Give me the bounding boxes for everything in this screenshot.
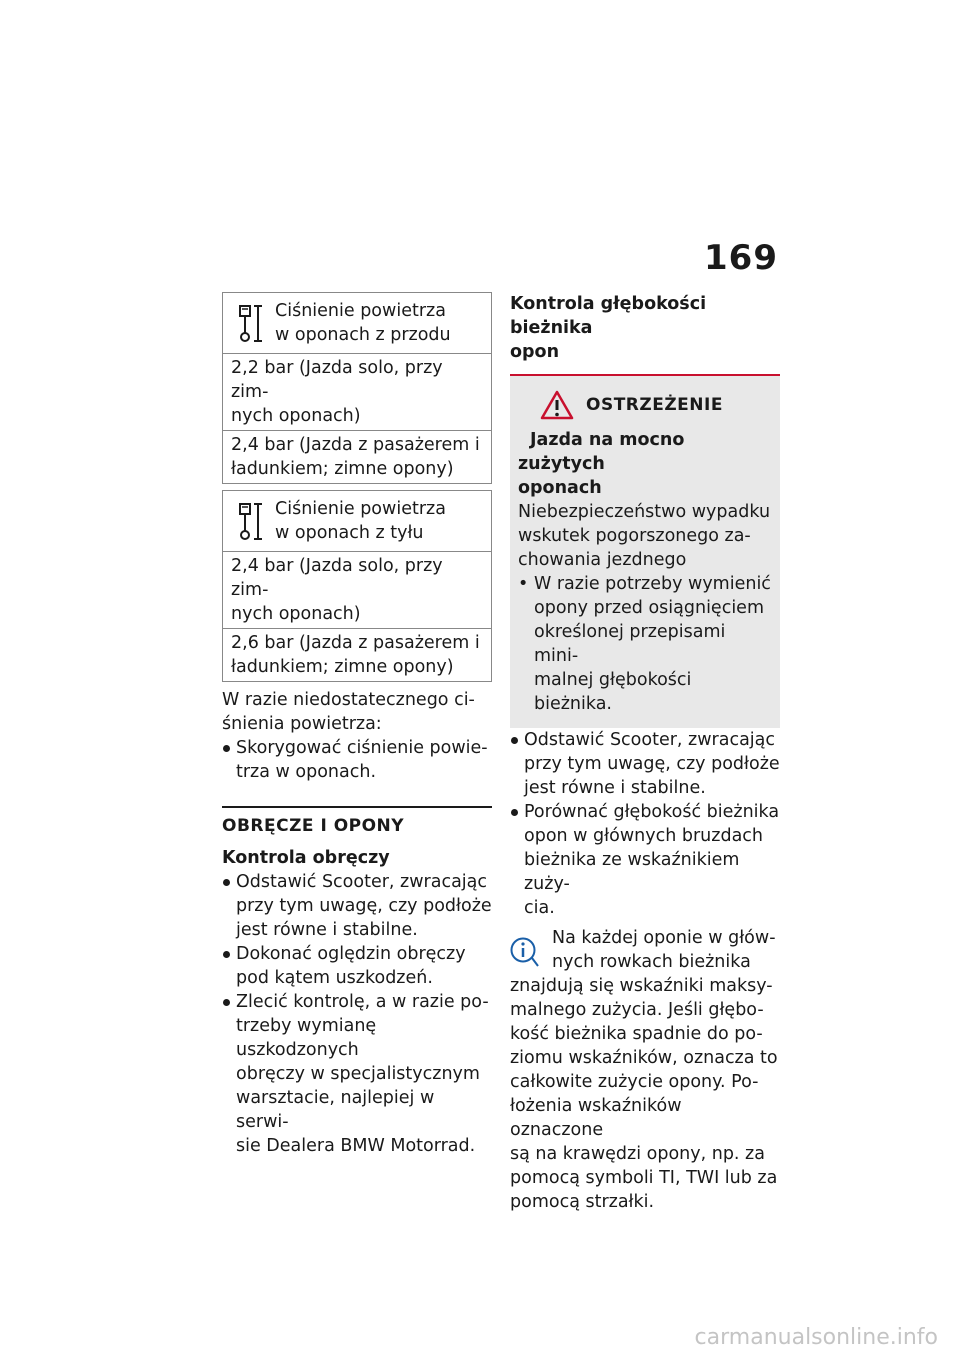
rim-bullet-3-line-2: trzeby wymianę uszkodzonych (236, 1016, 377, 1060)
rear-solo-line-1: 2,4 bar (Jazda solo, przy zim- (231, 556, 443, 600)
rear-pressure-passenger-row (223, 629, 491, 681)
rim-bullet-2-line-2: pod kątem uszkodzeń. (236, 968, 433, 988)
rim-bullet-1-line-3: jest równe i stabilne. (236, 920, 418, 940)
rim-bullet-2-line-1: Dokonać oględzin obręczy (236, 944, 466, 964)
tread-check-list (510, 728, 780, 920)
tread-bullet-2-line-3: bieżnika ze wskaźnikiem zuży- (524, 850, 740, 894)
rear-pressure-header (223, 491, 491, 552)
tire-pressure-icon (237, 501, 263, 541)
warning-bullet-line-3: określonej przepisami mini- (534, 622, 726, 666)
tread-bullet-2-line-1: Porównać głębokość bieżnika (524, 802, 780, 822)
front-passenger-line-2: ładunkiem; zimne opony) (231, 459, 454, 479)
rim-bullet-3-line-1: Zlecić kontrolę, a w razie po- (236, 992, 489, 1012)
right-column (510, 292, 780, 1214)
warning-title: OSTRZEŻENIE (586, 395, 723, 415)
front-pressure-passenger-row (223, 431, 491, 483)
warning-box (510, 376, 780, 728)
info-line: ziomu wskaźników, oznacza to (510, 1048, 778, 1068)
rim-bullet-1-line-2: przy tym uwagę, czy podłoże (236, 896, 492, 916)
warning-bullet-list (518, 572, 772, 716)
tread-bullet-1-line-2: przy tym uwagę, czy podłoże (524, 754, 780, 774)
info-line: znajdują się wskaźniki maksy- (510, 976, 773, 996)
rear-pressure-solo-row (223, 552, 491, 629)
rear-solo-line-2: nych oponach) (231, 604, 361, 624)
list-item (222, 990, 492, 1158)
rear-tire-pressure-table (222, 490, 492, 682)
rim-check-heading: Kontrola obręczy (222, 848, 390, 868)
footer-watermark: carmanualsonline.info (694, 1325, 938, 1350)
warning-bullet-line-4: malnej głębokości bieżnika. (534, 670, 692, 714)
page-number: 169 (704, 238, 778, 278)
warning-sub-line-2: oponach (518, 478, 602, 498)
tire-pressure-icon (237, 303, 263, 343)
tread-bullet-1-line-3: jest równe i stabilne. (524, 778, 706, 798)
tread-depth-heading (510, 292, 780, 364)
info-line: nych rowkach bieżnika (552, 952, 751, 972)
rim-bullet-3-line-4: warsztacie, najlepiej w serwi- (236, 1088, 435, 1132)
insufficient-pressure-text (222, 688, 492, 736)
info-line: pomocą strzałki. (510, 1192, 655, 1212)
section-divider (222, 806, 492, 838)
info-line: łożenia wskaźników oznaczone (510, 1096, 682, 1140)
insufficient-line-2: śnienia powietrza: (222, 714, 382, 734)
rear-passenger-line-1: 2,6 bar (Jazda z pasażerem i (231, 633, 480, 653)
tread-heading-line-2: opon (510, 342, 560, 362)
tread-bullet-1-line-1: Odstawić Scooter, zwracając (524, 730, 776, 750)
rear-pressure-title-1: Ciśnienie powietrza (275, 499, 446, 519)
front-solo-line-1: 2,2 bar (Jazda solo, przy zim- (231, 358, 443, 402)
tread-bullet-2-line-4: cia. (524, 898, 555, 918)
warning-subtitle (518, 428, 772, 500)
list-item (510, 800, 780, 920)
section-title: OBRĘCZE I OPONY (222, 816, 405, 836)
rim-bullet-3-line-5: sie Dealera BMW Motorrad. (236, 1136, 476, 1156)
warning-body-line-1: Niebezpieczeństwo wypadku (518, 502, 771, 522)
list-item (518, 572, 772, 716)
list-item (222, 942, 492, 990)
insufficient-line-1: W razie niedostatecznego ci- (222, 690, 475, 710)
rim-bullet-1-line-1: Odstawić Scooter, zwracając (236, 872, 488, 892)
warning-header (518, 390, 772, 420)
tread-bullet-2-line-2: opon w głównych bruzdach (524, 826, 764, 846)
warning-bullet-line-2: opony przed osiągnięciem (534, 598, 764, 618)
front-pressure-header (223, 293, 491, 354)
warning-body-line-2: wskutek pogorszonego za- (518, 526, 751, 546)
rear-pressure-title-2: w oponach z tyłu (275, 523, 424, 543)
info-line: kość bieżnika spadnie do po- (510, 1024, 763, 1044)
left-column (222, 292, 492, 1158)
list-item (510, 728, 780, 800)
front-pressure-title-1: Ciśnienie powietrza (275, 301, 446, 321)
warning-body-line-3: chowania jezdnego (518, 550, 687, 570)
rear-passenger-line-2: ładunkiem; zimne opony) (231, 657, 454, 677)
warning-body (518, 500, 772, 572)
warning-triangle-icon (540, 390, 574, 420)
info-line: pomocą symboli TI, TWI lub za (510, 1168, 778, 1188)
front-pressure-title-2: w oponach z przodu (275, 325, 451, 345)
info-line: Na każdej oponie w głów- (552, 928, 776, 948)
info-icon (510, 934, 540, 968)
info-note (510, 926, 780, 1214)
list-item (222, 870, 492, 942)
rim-check-list (222, 870, 492, 1158)
correct-line-2: trza w oponach. (236, 762, 377, 782)
front-passenger-line-1: 2,4 bar (Jazda z pasażerem i (231, 435, 480, 455)
front-pressure-solo-row (223, 354, 491, 431)
info-line: malnego zużycia. Jeśli głębo- (510, 1000, 764, 1020)
info-line: są na krawędzi opony, np. za (510, 1144, 765, 1164)
rim-bullet-3-line-3: obręczy w specjalistycznym (236, 1064, 480, 1084)
front-solo-line-2: nych oponach) (231, 406, 361, 426)
warning-bullet-line-1: • W razie potrzeby wymienić (534, 574, 771, 594)
list-item (222, 736, 492, 784)
front-tire-pressure-table (222, 292, 492, 484)
correct-line-1: Skorygować ciśnienie powie- (236, 738, 488, 758)
warning-sub-line-1: Jazda na mocno zużytych (518, 430, 685, 474)
info-line: całkowite zużycie opony. Po- (510, 1072, 759, 1092)
tread-heading-line-1: Kontrola głębokości bieżnika (510, 294, 707, 338)
pressure-correction-list (222, 736, 492, 784)
